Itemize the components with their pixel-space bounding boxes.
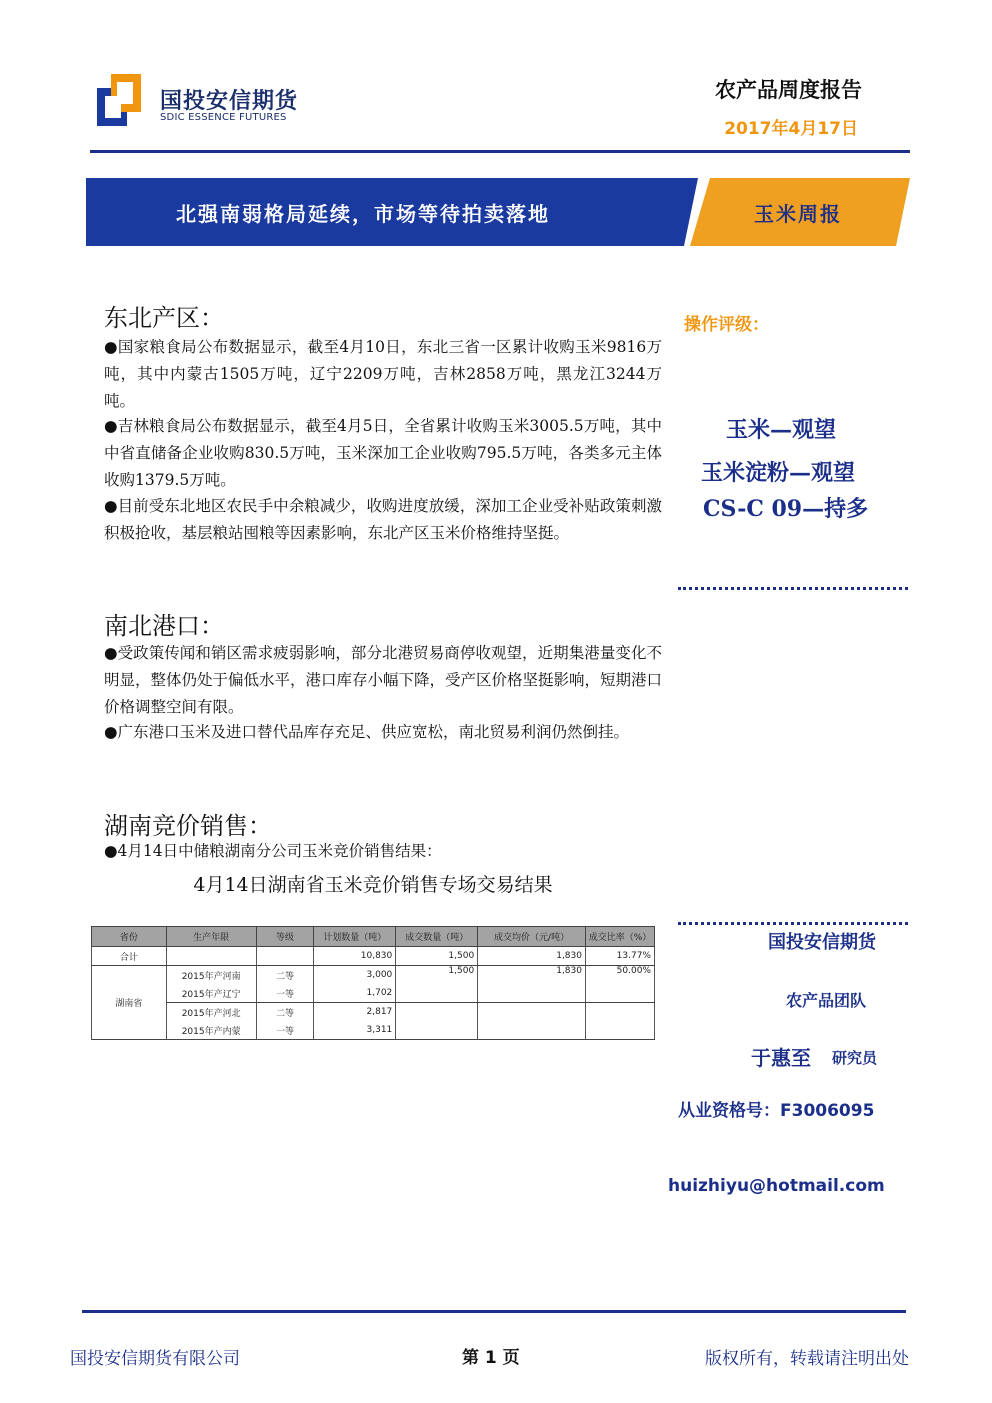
rating-label: 操作评级： xyxy=(684,315,769,335)
header-divider xyxy=(90,150,910,153)
col-header: 计划数量（吨） xyxy=(314,927,396,947)
table-cell: 3,311 xyxy=(314,1021,396,1040)
table-cell xyxy=(256,947,314,966)
paragraph: ●受政策传闻和销区需求疲弱影响，部分北港贸易商停收观望，近期集港量变化不明显，整体仍处于偏低水平，港口库存小幅下降，受产区价格坚挺影响，短期港口价格调整空间有限。 xyxy=(104,644,663,716)
rating-spread: CS-C 09—持多 xyxy=(703,496,869,522)
table-cell: 10,830 xyxy=(314,947,396,966)
table-cell: 1,702 xyxy=(314,984,396,1003)
report-date: 2017年4月17日 xyxy=(724,119,858,139)
table-row xyxy=(92,1003,655,1022)
table-cell: 2015年产辽宁 xyxy=(166,984,256,1003)
table-cell: 二等 xyxy=(256,966,314,985)
rating-corn: 玉米—观望 xyxy=(726,417,837,443)
footer-copyright: 版权所有，转载请注明出处 xyxy=(705,1349,909,1369)
paragraph: ●国家粮食局公布数据显示，截至4月10日，东北三省一区累计收购玉米9816万吨，其中内蒙古1505万吨，辽宁2209万吨，吉林2858万吨，黑龙江3244万吨。 xyxy=(104,338,662,410)
col-header: 省份 xyxy=(92,927,167,947)
table-row xyxy=(92,966,655,985)
table-header-row xyxy=(92,927,655,947)
report-headline: 北强南弱格局延续，市场等待拍卖落地 xyxy=(176,202,550,226)
sidebar-divider xyxy=(678,587,908,590)
table-row-total xyxy=(92,947,655,966)
auction-results-table xyxy=(91,926,655,1040)
table-cell: 二等 xyxy=(256,1003,314,1022)
table-cell: 2015年产内蒙 xyxy=(166,1021,256,1040)
rating-corn-starch: 玉米淀粉—观望 xyxy=(701,460,856,486)
company-logo-icon xyxy=(97,74,141,126)
col-header: 生产年限 xyxy=(166,927,256,947)
table-cell: 湖南省 xyxy=(92,966,167,1040)
report-type: 农产品周度报告 xyxy=(715,78,862,102)
section-title-northeast: 东北产区： xyxy=(104,304,224,332)
table-cell: 2015年产河南 xyxy=(166,966,256,985)
paragraph: ●4月14日中储粮湖南分公司玉米竞价销售结果： xyxy=(104,842,442,860)
analyst-email-link[interactable]: huizhiyu@hotmail.com xyxy=(668,1176,885,1196)
sidebar-company: 国投安信期货 xyxy=(768,932,876,953)
table-cell: 50.00% xyxy=(585,966,654,1003)
company-name-cn: 国投安信期货 xyxy=(160,89,299,114)
analyst-license: 从业资格号：F3006095 xyxy=(678,1101,875,1121)
footer-divider xyxy=(82,1310,906,1313)
paragraph: ●目前受东北地区农民手中余粮减少，收购进度放缓，深加工企业受补贴政策刺激积极抢收，基层粮站囤粮等因素影响，东北产区玉米价格维持坚挺。 xyxy=(104,497,662,542)
section-title-hunan-auction: 湖南竞价销售： xyxy=(104,812,272,840)
col-header: 成交均价（元/吨） xyxy=(478,927,586,947)
analyst-name: 于惠至 xyxy=(751,1046,811,1070)
analyst-role: 研究员 xyxy=(832,1049,878,1067)
table-title: 4月14日湖南省玉米竞价销售专场交易结果 xyxy=(193,874,553,896)
table-cell: 2,817 xyxy=(314,1003,396,1022)
page-number: 第 1 页 xyxy=(462,1348,520,1368)
col-header: 等级 xyxy=(256,927,314,947)
table-cell: 3,000 xyxy=(314,966,396,985)
table-cell xyxy=(585,1003,654,1040)
table-cell: 13.77% xyxy=(585,947,654,966)
table-cell: 2015年产河北 xyxy=(166,1003,256,1022)
col-header: 成交比率（%） xyxy=(585,927,654,947)
table-cell: 1,830 xyxy=(478,966,586,1003)
paragraph: ●吉林粮食局公布数据显示，截至4月5日，全省累计收购玉米3005.5万吨，其中中省直储备企业收购830.5万吨，玉米深加工企业收购795.5万吨，各类多元主体收购1379.5万吨。 xyxy=(104,417,662,489)
table-cell: 一等 xyxy=(256,984,314,1003)
table-cell: 1,500 xyxy=(396,947,478,966)
table-cell: 1,500 xyxy=(396,966,478,1003)
table-cell: 合计 xyxy=(92,947,167,966)
table-cell xyxy=(478,1003,586,1040)
paragraph: ●广东港口玉米及进口替代品库存充足、供应宽松，南北贸易利润仍然倒挂。 xyxy=(104,723,630,741)
sidebar-divider xyxy=(678,922,908,925)
sidebar-team: 农产品团队 xyxy=(786,991,867,1010)
report-category: 玉米周报 xyxy=(754,202,842,226)
section-title-ports: 南北港口： xyxy=(104,612,224,640)
table-cell: 1,830 xyxy=(478,947,586,966)
company-name-en: SDIC ESSENCE FUTURES xyxy=(160,112,287,123)
table-cell xyxy=(396,1003,478,1040)
table-cell: 一等 xyxy=(256,1021,314,1040)
table-cell xyxy=(166,947,256,966)
col-header: 成交数量（吨） xyxy=(396,927,478,947)
footer-company: 国投安信期货有限公司 xyxy=(70,1349,240,1369)
